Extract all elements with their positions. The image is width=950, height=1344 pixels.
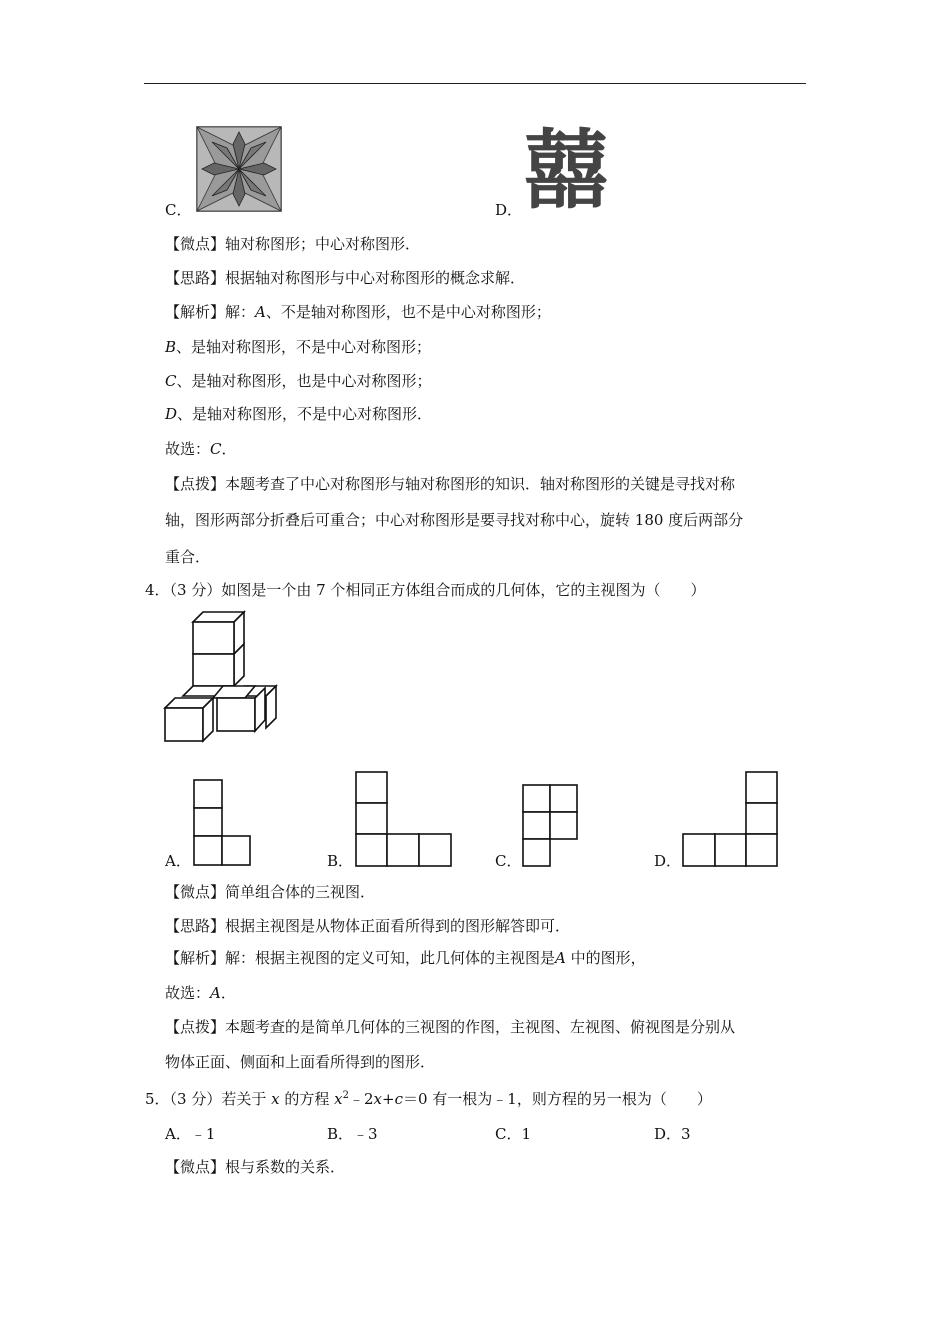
q5-eq-plus: + bbox=[382, 1090, 395, 1108]
q5-option-d: D．3 bbox=[654, 1125, 691, 1143]
q3-jiexi-a: A bbox=[255, 303, 266, 321]
q5-eq-tail: ＝0 有一根为﹣1，则方程的另一根为（ ） bbox=[402, 1090, 712, 1108]
q4-dianbo-line2: 物体正面、侧面和上面看所得到的图形． bbox=[165, 1053, 436, 1071]
q3-silu: 【思路】根据轴对称图形与中心对称图形的概念求解． bbox=[165, 269, 526, 287]
q5-option-a: A．﹣1 bbox=[165, 1125, 216, 1143]
q3-jiexi bbox=[165, 305, 551, 320]
q4-option-a-label: A． bbox=[165, 852, 191, 870]
q3-line-c bbox=[165, 374, 432, 389]
q4-stem: 4．（3 分）如图是一个由 7 个相同正方体组合而成的几何体，它的主视图为（ ） bbox=[145, 581, 706, 599]
q3-jiexi-prefix: 【解析】解： bbox=[165, 303, 256, 321]
q5-stem-prefix: 5．（3 分）若关于 bbox=[145, 1090, 272, 1108]
q3-c-text: 、是轴对称图形，也是中心对称图形； bbox=[176, 372, 432, 390]
q3-answer bbox=[165, 442, 237, 457]
q3-option-d-label: D． bbox=[495, 201, 523, 219]
q3-option-c-label: C． bbox=[165, 201, 192, 219]
q5-stem bbox=[145, 1091, 712, 1107]
q4-jiexi-suffix: 中的图形， bbox=[565, 949, 646, 967]
q3-dianbo-line2: 轴，图形两部分折叠后可重合；中心对称图形是要寻找对称中心，旋转 180 度后两部分 bbox=[165, 511, 744, 529]
q3-answer-letter: C bbox=[210, 440, 222, 458]
q5-weidian: 【微点】根与系数的关系． bbox=[165, 1158, 346, 1176]
q4-answer-prefix: 故选： bbox=[165, 984, 211, 1002]
q4-jiexi-prefix: 【解析】解：根据主视图的定义可知，此几何体的主视图是 bbox=[165, 949, 556, 967]
q3-d-text: 、是轴对称图形，不是中心对称图形． bbox=[177, 405, 433, 423]
q4-weidian: 【微点】简单组合体的三视图． bbox=[165, 883, 376, 901]
q3-option-d-figure: 囍 bbox=[523, 120, 605, 221]
q3-option-c-figure bbox=[196, 126, 282, 212]
q4-jiexi-letter: A bbox=[555, 949, 566, 967]
q3-line-d bbox=[165, 407, 432, 422]
q3-d-letter: D bbox=[165, 405, 178, 423]
q3-dianbo-line1: 【点拨】本题考查了中心对称图形与轴对称图形的知识．轴对称图形的关键是寻找对称 bbox=[165, 475, 736, 493]
q4-option-b-label: B． bbox=[327, 852, 354, 870]
q3-c-letter: C bbox=[165, 372, 177, 390]
q3-dianbo-line3: 重合． bbox=[165, 548, 211, 566]
q4-answer bbox=[165, 986, 236, 1001]
q5-option-c: C．1 bbox=[495, 1125, 532, 1143]
q4-option-b-figure bbox=[355, 771, 453, 869]
q4-option-d-figure bbox=[682, 771, 780, 869]
q5-x-var: x bbox=[271, 1090, 280, 1108]
q4-answer-suffix: ． bbox=[220, 984, 236, 1002]
q5-option-b: B．﹣3 bbox=[327, 1125, 378, 1143]
q4-option-d-label: D． bbox=[654, 852, 682, 870]
q4-solid-figure bbox=[162, 612, 280, 744]
q4-silu: 【思路】根据主视图是从物体正面看所得到的图形解答即可． bbox=[165, 917, 571, 935]
q5-eq-mid: ﹣2 bbox=[348, 1090, 374, 1108]
q4-answer-letter: A bbox=[210, 984, 221, 1002]
q3-answer-prefix: 故选： bbox=[165, 440, 211, 458]
q4-option-a-figure bbox=[193, 779, 253, 869]
q5-eq-c: c bbox=[394, 1090, 403, 1108]
q3-b-letter: B bbox=[165, 338, 177, 356]
q4-option-c-label: C． bbox=[495, 852, 522, 870]
q3-jiexi-a-text: 、不是轴对称图形，也不是中心对称图形； bbox=[265, 303, 551, 321]
q4-jiexi bbox=[165, 951, 646, 966]
q5-eq-x2: x bbox=[373, 1090, 382, 1108]
header-rule bbox=[144, 83, 806, 84]
q3-weidian: 【微点】轴对称图形；中心对称图形． bbox=[165, 235, 421, 253]
q3-line-b bbox=[165, 340, 431, 355]
q5-eq-x: x bbox=[334, 1090, 343, 1108]
q3-b-text: 、是轴对称图形，不是中心对称图形； bbox=[176, 338, 432, 356]
q4-dianbo-line1: 【点拨】本题考查的是简单几何体的三视图的作图，主视图、左视图、俯视图是分别从 bbox=[165, 1018, 736, 1036]
q4-option-c-figure bbox=[522, 784, 580, 868]
q5-stem-mid: 的方程 bbox=[279, 1090, 335, 1108]
q3-answer-suffix: ． bbox=[221, 440, 237, 458]
q5-eq-sup: 2 bbox=[342, 1090, 349, 1101]
